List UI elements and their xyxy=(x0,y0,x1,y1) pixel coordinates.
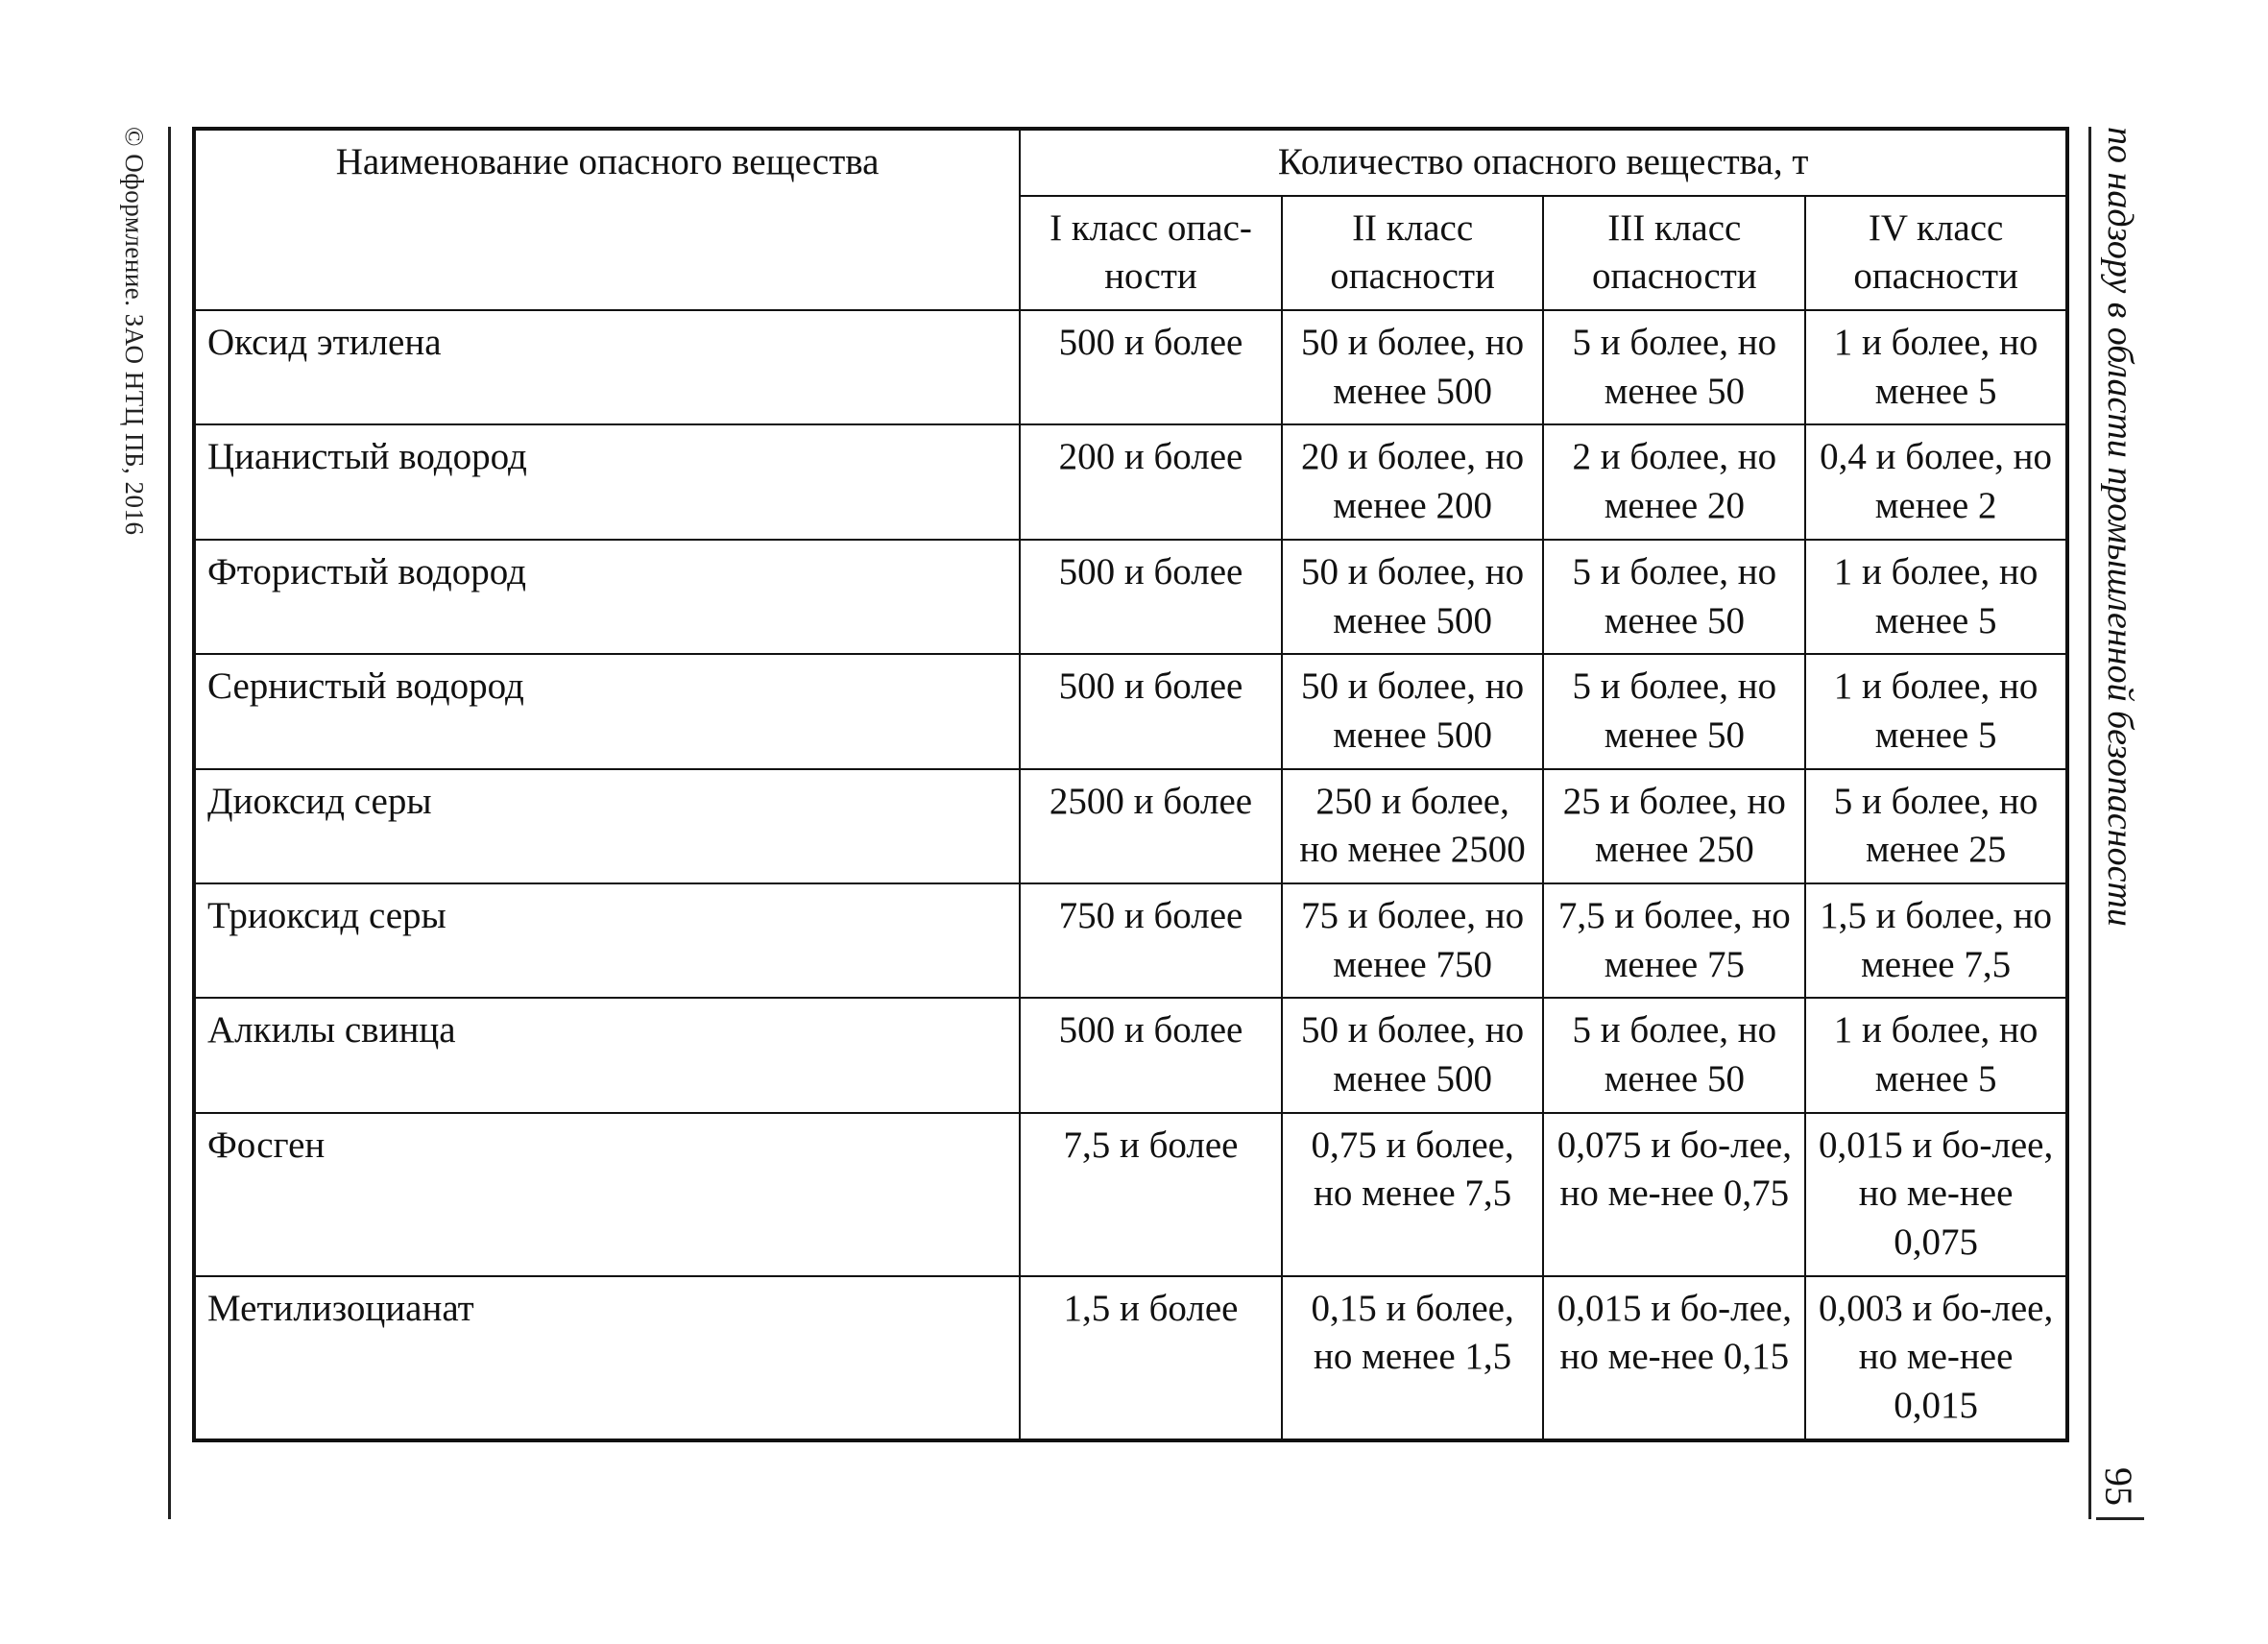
table-row xyxy=(194,1113,2067,1276)
page-number-rule xyxy=(2096,1517,2144,1520)
class-1-value: 7,5 и более xyxy=(1020,1113,1282,1276)
hazardous-substances-table xyxy=(192,127,2069,1442)
class-2-value: 250 и более, но менее 2500 xyxy=(1282,769,1544,883)
class-1-value: 1,5 и более xyxy=(1020,1276,1282,1440)
class-3-value: 5 и более, но менее 50 xyxy=(1543,998,1805,1112)
page-number: 95 xyxy=(2097,1467,2140,1506)
class-3-value: 5 и более, но менее 50 xyxy=(1543,310,1805,424)
substance-name: Метилизоцианат xyxy=(194,1276,1020,1440)
class-1-value: 500 и более xyxy=(1020,540,1282,654)
class-1-value: 2500 и более xyxy=(1020,769,1282,883)
substance-name: Алкилы свинца xyxy=(194,998,1020,1112)
substance-name: Триоксид серы xyxy=(194,883,1020,998)
class-2-value: 20 и более, но менее 200 xyxy=(1282,424,1544,539)
class-3-value: 5 и более, но менее 50 xyxy=(1543,540,1805,654)
table-row xyxy=(194,424,2067,539)
class-4-value: 1 и более, но менее 5 xyxy=(1805,654,2067,768)
class-4-value: 1 и более, но менее 5 xyxy=(1805,540,2067,654)
header-class-3: III класс опасности xyxy=(1543,196,1805,310)
class-3-value: 7,5 и более, но менее 75 xyxy=(1543,883,1805,998)
class-4-value: 0,4 и более, но менее 2 xyxy=(1805,424,2067,539)
copyright-note: © Оформление. ЗАО НТЦ ПБ, 2016 xyxy=(120,127,149,536)
right-margin-rule xyxy=(2088,127,2091,1519)
header-class-2: II класс опасности xyxy=(1282,196,1544,310)
table-body xyxy=(194,310,2067,1440)
substance-name: Цианистый водород xyxy=(194,424,1020,539)
substance-name: Диоксид серы xyxy=(194,769,1020,883)
table-header xyxy=(194,129,2067,310)
hazard-table-container xyxy=(192,127,2069,1442)
class-4-value: 1 и более, но менее 5 xyxy=(1805,998,2067,1112)
class-3-value: 0,075 и бо-лее, но ме-нее 0,75 xyxy=(1543,1113,1805,1276)
class-2-value: 50 и более, но менее 500 xyxy=(1282,540,1544,654)
table-row xyxy=(194,540,2067,654)
table-row xyxy=(194,883,2067,998)
class-4-value: 1,5 и более, но менее 7,5 xyxy=(1805,883,2067,998)
header-substance-name: Наименование опасного вещества xyxy=(194,129,1020,310)
table-row xyxy=(194,1276,2067,1440)
substance-name: Сернистый водород xyxy=(194,654,1020,768)
class-4-value: 1 и более, но менее 5 xyxy=(1805,310,2067,424)
class-2-value: 50 и более, но менее 500 xyxy=(1282,654,1544,768)
header-class-4: IV класс опасности xyxy=(1805,196,2067,310)
class-2-value: 75 и более, но менее 750 xyxy=(1282,883,1544,998)
substance-name: Фосген xyxy=(194,1113,1020,1276)
header-class-1: I класс опас-ности xyxy=(1020,196,1282,310)
class-1-value: 500 и более xyxy=(1020,998,1282,1112)
header-quantity: Количество опасного вещества, т xyxy=(1020,129,2067,196)
table-row xyxy=(194,654,2067,768)
table-row xyxy=(194,310,2067,424)
class-2-value: 50 и более, но менее 500 xyxy=(1282,310,1544,424)
class-3-value: 0,015 и бо-лее, но ме-нее 0,15 xyxy=(1543,1276,1805,1440)
left-margin-rule xyxy=(168,127,171,1519)
class-1-value: 200 и более xyxy=(1020,424,1282,539)
header-row-top xyxy=(194,129,2067,196)
class-4-value: 5 и более, но менее 25 xyxy=(1805,769,2067,883)
class-3-value: 5 и более, но менее 50 xyxy=(1543,654,1805,768)
table-row xyxy=(194,998,2067,1112)
class-2-value: 0,75 и более, но менее 7,5 xyxy=(1282,1113,1544,1276)
substance-name: Фтористый водород xyxy=(194,540,1020,654)
class-3-value: 25 и более, но менее 250 xyxy=(1543,769,1805,883)
class-4-value: 0,015 и бо-лее, но ме-нее 0,075 xyxy=(1805,1113,2067,1276)
class-3-value: 2 и более, но менее 20 xyxy=(1543,424,1805,539)
substance-name: Оксид этилена xyxy=(194,310,1020,424)
class-1-value: 500 и более xyxy=(1020,654,1282,768)
class-4-value: 0,003 и бо-лее, но ме-нее 0,015 xyxy=(1805,1276,2067,1440)
class-1-value: 500 и более xyxy=(1020,310,1282,424)
running-title: по надзору в области промышленной безопасности xyxy=(2100,127,2140,927)
class-2-value: 0,15 и более, но менее 1,5 xyxy=(1282,1276,1544,1440)
table-row xyxy=(194,769,2067,883)
class-1-value: 750 и более xyxy=(1020,883,1282,998)
class-2-value: 50 и более, но менее 500 xyxy=(1282,998,1544,1112)
